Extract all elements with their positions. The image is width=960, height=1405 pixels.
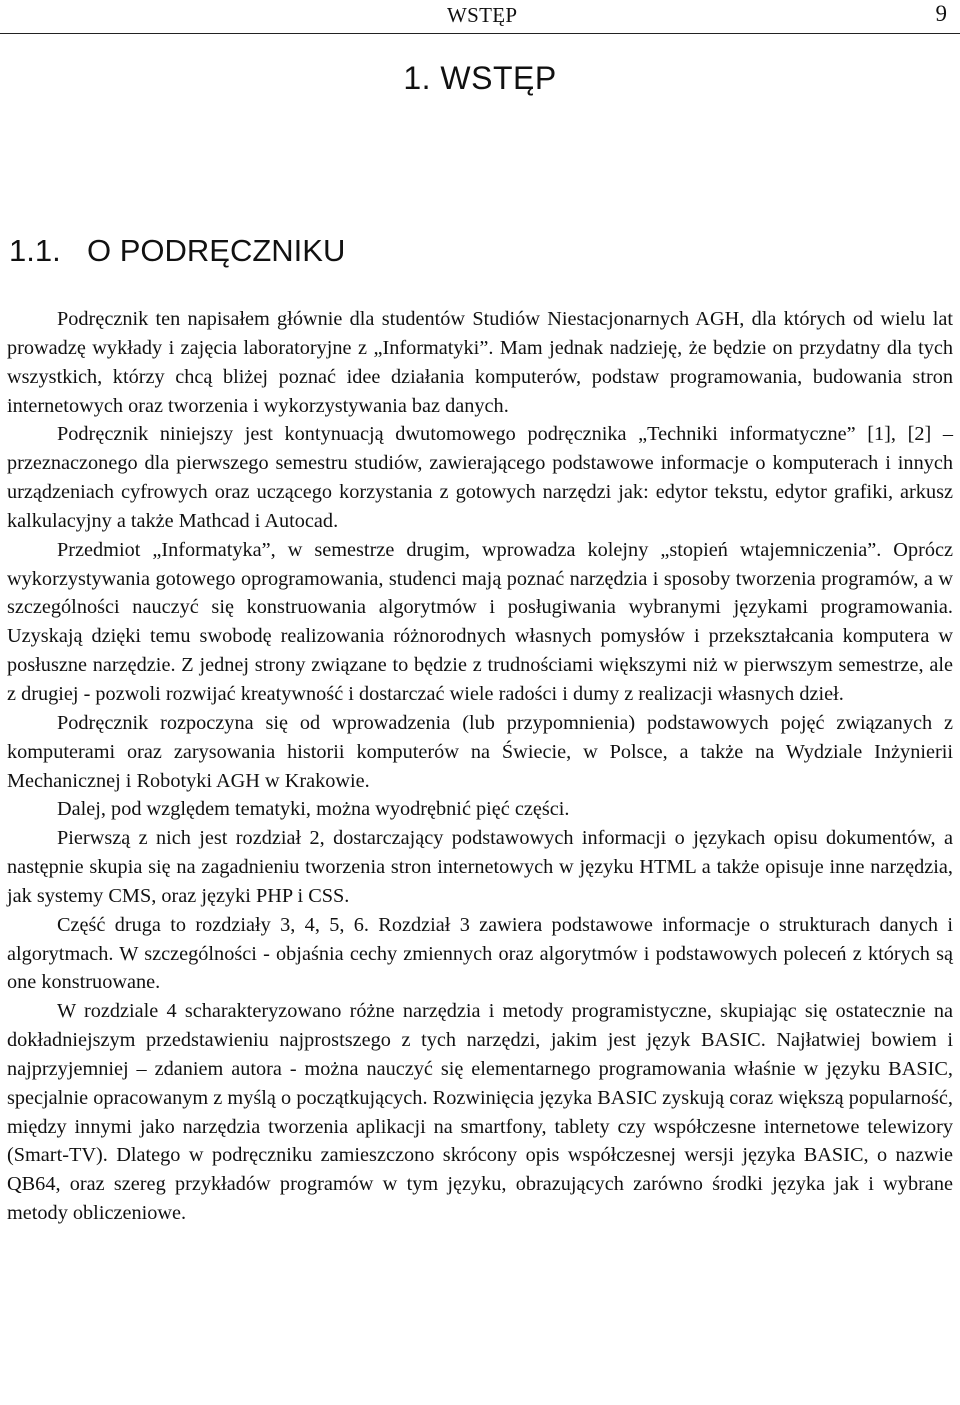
chapter-title: 1. WSTĘP [403,60,557,96]
paragraph: W rozdziale 4 scharakteryzowano różne narzędzia i metody programistyczne, skupiając się ostatecznie na dokładniejszym przedstawieniu najprostszego z tych narzędzi, jakim jest język BASIC. Najłatwiej bowiem i najprzyjemniej – zdaniem autora - można nauczyć się elementarnego programowania właśnie w języku BASIC, specjalnie opracowanym z myślą o początkujących. Rozwinięcia języka BASIC zyskują coraz większą popularność, między innymi jako narzędzia tworzenia aplikacji na smartfony, tablety czy współczesne internetowe telewizory (Smart-TV). Dlatego w podręczniku zamieszczono skrócony opis współczesnej wersji języka BASIC, o nazwie QB64, oraz szereg przykładów programów w tym języku, obrazujących zarówno środki języka jak i wybrane metody obliczeniowe. [7,1000,953,1225]
paragraph: Podręcznik niniejszy jest kontynuacją dwutomowego podręcznika „Techniki informatyczne” [1], [2] – przeznaczonego dla pierwszego semestru studiów, zawierającego podstawowe informacje o komputerach i innych urządzeniach cyfrowych oraz uczącego korzystania z gotowych narzędzi jak: edytor tekstu, edytor grafiki, arkusz kalkulacyjny a także Mathcad i Autocad. [7,423,953,532]
paragraph: Podręcznik ten napisałem głównie dla studentów Studiów Niestacjonarnych AGH, dla których od wielu lat prowadzę wykłady i zajęcia laboratoryjne z „Informatyki”. Mam jednak nadzieję, że będzie on przydatny dla tych wszystkich, którzy chcą bliżej poznać idee działania komputerów, podstaw programowania, budowania stron internetowych oraz tworzenia i wykorzystywania baz danych. [7,308,953,417]
paragraph: Przedmiot „Informatyka”, w semestrze drugim, wprowadza kolejny „stopień wtajemniczenia”. Oprócz wykorzystywania gotowego oprogramowania, studenci mają poznać narzędzia i sposoby tworzenia programów, a w szczególności nauczyć się konstruowania algorytmów i posługiwania wybranymi językami programowania. Uzyskają dzięki temu swobodę realizowania różnorodnych własnych pomysłów i przekształcania komputera w posłuszne narzędzie. Z jednej strony związane to będzie z trudnościami większymi niż w pierwszym semestrze, ale z drugiej - pozwoli rozwijać kreatywność i dostarczać wiele radości i dumy z realizacji własnych dzieł. [7,538,953,705]
running-header-title: WSTĘP [447,3,518,27]
paragraph: Dalej, pod względem tematyki, można wyodrębnić pięć części. [57,798,570,821]
running-header [0,0,960,34]
page-number: 9 [935,1,947,26]
paragraph: Pierwszą z nich jest rozdział 2, dostarczający podstawowych informacji o językach opisu dokumentów, a następnie skupia się na zagadnieniu tworzenia stron internetowych w języku HTML a także opisuje inne narzędzia, jak systemy CMS, oraz języki PHP i CSS. [7,827,953,907]
section-title: O PODRĘCZNIKU [87,233,346,268]
section-heading [9,233,345,269]
paragraph: Podręcznik rozpoczyna się od wprowadzenia (lub przypomnienia) podstawowych pojęć związanych z komputerami oraz zarysowania historii komputerów na Świecie, w Polsce, a także na Wydziale Inżynierii Mechanicznej i Robotyki AGH w Krakowie. [7,711,953,792]
section-number: 1.1. [9,233,61,268]
body-text [7,305,953,1228]
paragraph: Część druga to rozdziały 3, 4, 5, 6. Rozdział 3 zawiera podstawowe informacje o strukturach danych i algorytmach. W szczególności - objaśnia cechy zmiennych oraz algorytmów i podstawowych poleceń z których są one konstruowane. [7,913,953,994]
